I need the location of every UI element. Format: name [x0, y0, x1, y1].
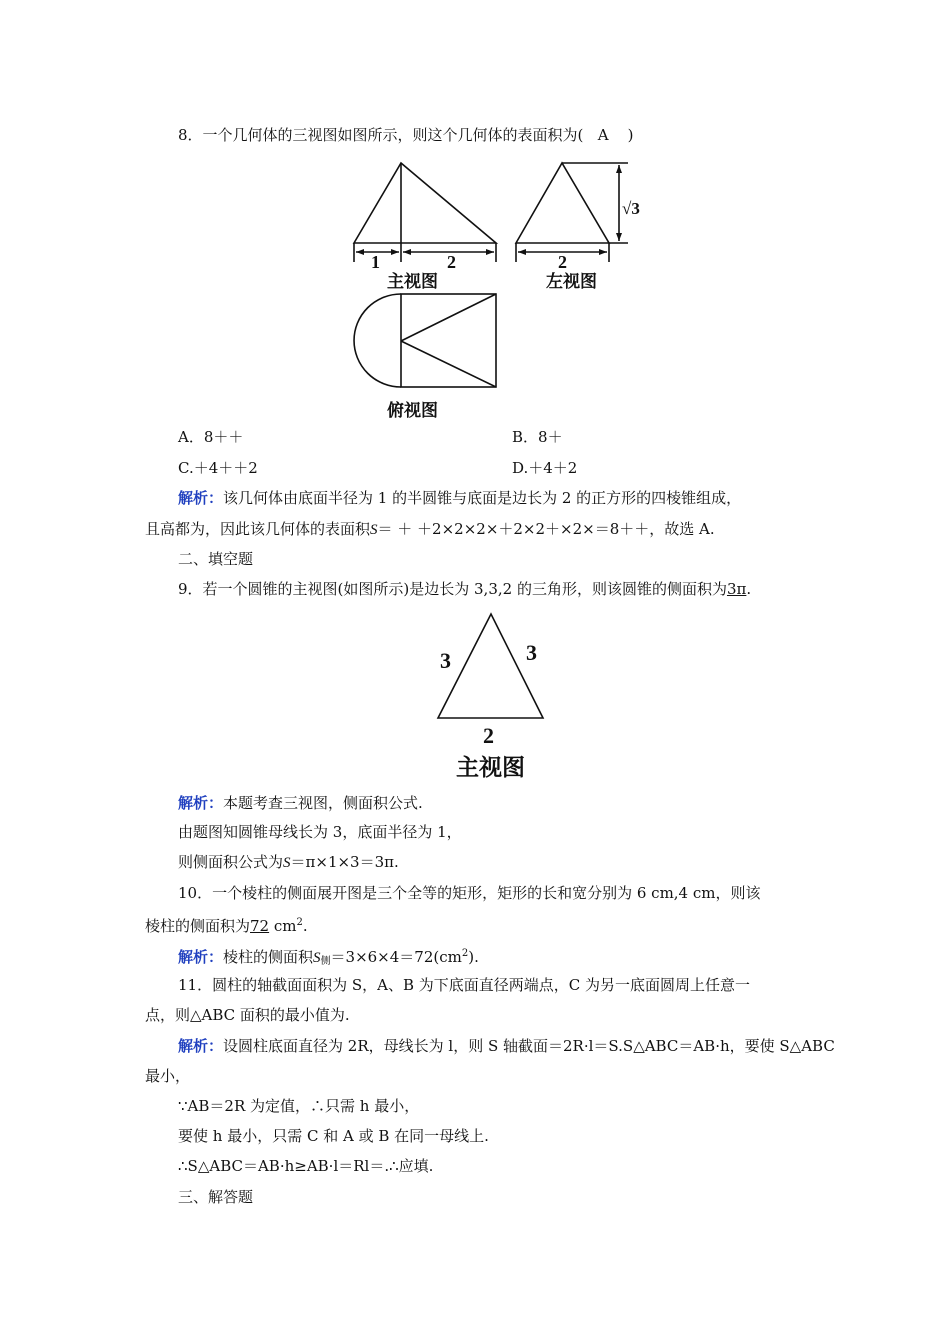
solution-label: 解析： [178, 948, 224, 966]
q8-three-view-figure [340, 155, 660, 425]
front-view-caption: 主视图 [387, 272, 438, 292]
q9-front-view-figure [420, 605, 560, 785]
q8-stem: 8．一个几何体的三视图如图所示，则这个几何体的表面积为( A ) [178, 126, 634, 144]
q10-solution: 解析：棱柱的侧面积$S_侧=3\times 6\times 4=72(cm^2)$. [178, 948, 479, 967]
q9-label-bottom: 2 [483, 723, 494, 748]
q8-option-a: A．8＋＋ [178, 428, 244, 446]
q8-solution-line2: 且高都为，因此该几何体的表面积S＝ ＋ ＋2×2×2×＋2×2＋×2×＝8＋＋，故选 A. [145, 520, 715, 538]
solution-label: 解析： [178, 489, 224, 507]
left-view-triangle [516, 163, 609, 243]
q9-solution-line1: 解析：本题考查三视图，侧面积公式. [178, 794, 423, 812]
q9-label-left: 3 [440, 648, 451, 673]
q8-answer: A [597, 126, 609, 144]
q11-solution-line1: 解析：设圆柱底面直径为 2R，母线长为 l，则 S 轴截面＝2R·l＝S.S△ABC＝AB·h，要使 S△ABC [178, 1037, 835, 1055]
q11-solution-line4: 要使 h 最小，只需 C 和 A 或 B 在同一母线上. [178, 1127, 489, 1145]
q9-triangle [438, 614, 543, 718]
q9-caption: 主视图 [456, 755, 525, 781]
q8-option-b: B．8＋ [512, 428, 563, 446]
front-label-2: 2 [447, 252, 456, 272]
top-view-square [401, 294, 496, 387]
section-answer-questions: 三、解答题 [178, 1188, 254, 1206]
front-label-1: 1 [371, 252, 380, 272]
q9-solution-line3: 则侧面积公式为S＝π×1×3＝3π. [178, 853, 399, 871]
solution-label: 解析： [178, 1037, 224, 1055]
q11-solution-line5: ∴S△ABC＝AB·h≥AB·l＝Rl＝.∴应填. [178, 1157, 434, 1175]
q9-answer: 3π [726, 580, 747, 598]
q11-solution-line2: 最小， [145, 1067, 191, 1085]
q11-solution-line3: ∵AB＝2R 为定值，∴只需 h 最小， [178, 1097, 420, 1115]
left-label-2: 2 [558, 252, 567, 272]
q9-solution-line2: 由题图知圆锥母线长为 3，底面半径为 1， [178, 823, 462, 841]
q9-label-right: 3 [526, 640, 537, 665]
q8-option-c: C.＋4＋＋2 [178, 459, 258, 477]
q10-stem-line2: 棱柱的侧面积为72 $cm^2$. [145, 917, 308, 935]
q11-stem-line2: 点，则△ABC 面积的最小值为. [145, 1006, 350, 1024]
q11-stem-line1: 11．圆柱的轴截面面积为 S，A、B 为下底面直径两端点，C 为另一底面圆周上任意一 [178, 976, 751, 994]
q10-answer: 72 [250, 917, 270, 935]
left-label-h: √3 [622, 199, 640, 218]
q9-stem: 9．若一个圆锥的主视图(如图所示)是边长为 3,3,2 的三角形，则该圆锥的侧面积为3π. [178, 580, 752, 598]
q10-stem-line1: 10．一个棱柱的侧面展开图是三个全等的矩形，矩形的长和宽分别为 6 cm,4 cm，则该 [178, 884, 761, 902]
front-view-triangle [354, 163, 496, 243]
q8-option-d: D.＋4＋2 [512, 459, 578, 477]
q8-solution-line1: 解析：该几何体由底面半径为 1 的半圆锥与底面是边长为 2 的正方形的四棱锥组成， [178, 489, 742, 507]
top-view-semicircle [354, 294, 401, 387]
top-view-caption: 俯视图 [387, 401, 438, 421]
solution-label: 解析： [178, 794, 224, 812]
left-view-caption: 左视图 [546, 272, 597, 292]
section-fill-in: 二、填空题 [178, 550, 254, 568]
